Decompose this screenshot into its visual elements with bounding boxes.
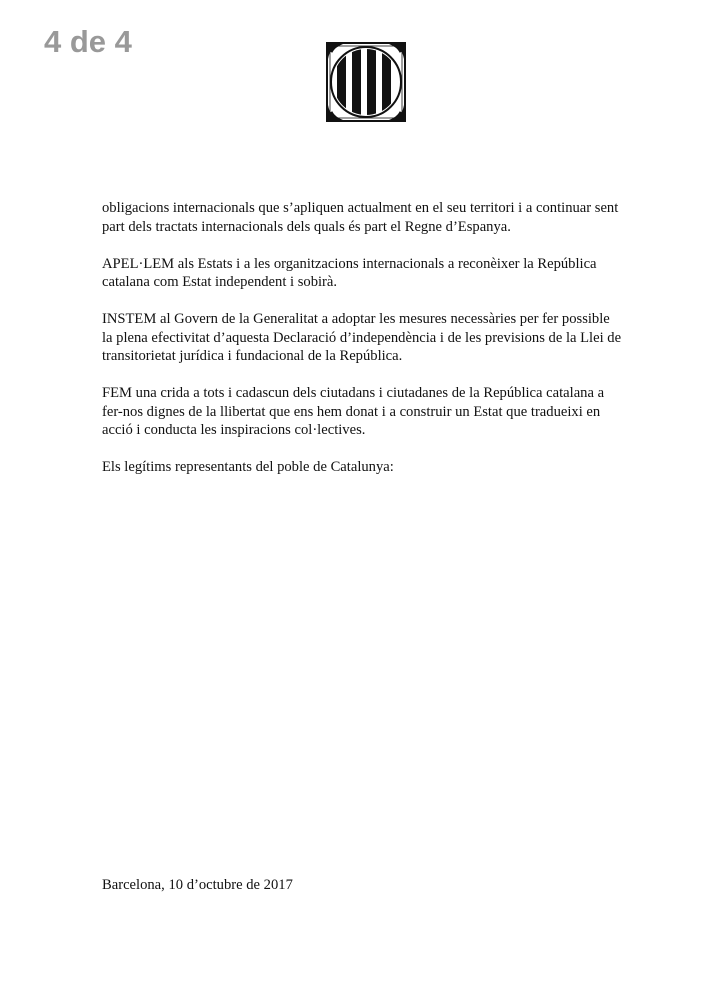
page-counter: 4 de 4 — [44, 24, 132, 59]
paragraph-representants: Els legítims representants del poble de Catalunya: — [102, 459, 394, 475]
paragraph-apellem: APEL·LEM als Estats i a les organitzacions internacionals a reconèixer la República catalana com Estat independent i sobirà. — [102, 255, 597, 290]
paragraph-obligations: obligacions internacionals que s’apliquen actualment en el seu territori i a continuar sent part dels tractats internacionals dels quals és part el Regne d’Espanya. — [102, 200, 619, 235]
paragraph-instem: INSTEM al Govern de la Generalitat a adoptar les mesures necessàries per fer possible la plena efectivitat d’aquesta Declaració d’independència i de les previsions de la Llei de transitorietat jurídica i fundacional de la República. — [102, 311, 622, 364]
paragraph-fem-una-crida: FEM una crida a tots i cadascun dels ciutadans i ciutadanes de la República catalana a fer-nos dignes de la llibertat que ens hem donat i a construir un Estat que tradueixi en acció i conducta les inspiracions col·lectives. — [102, 385, 605, 438]
generalitat-emblem-icon — [323, 39, 409, 125]
place-date: Barcelona, 10 d’octubre de 2017 — [102, 877, 293, 893]
declaration-body — [102, 199, 622, 495]
